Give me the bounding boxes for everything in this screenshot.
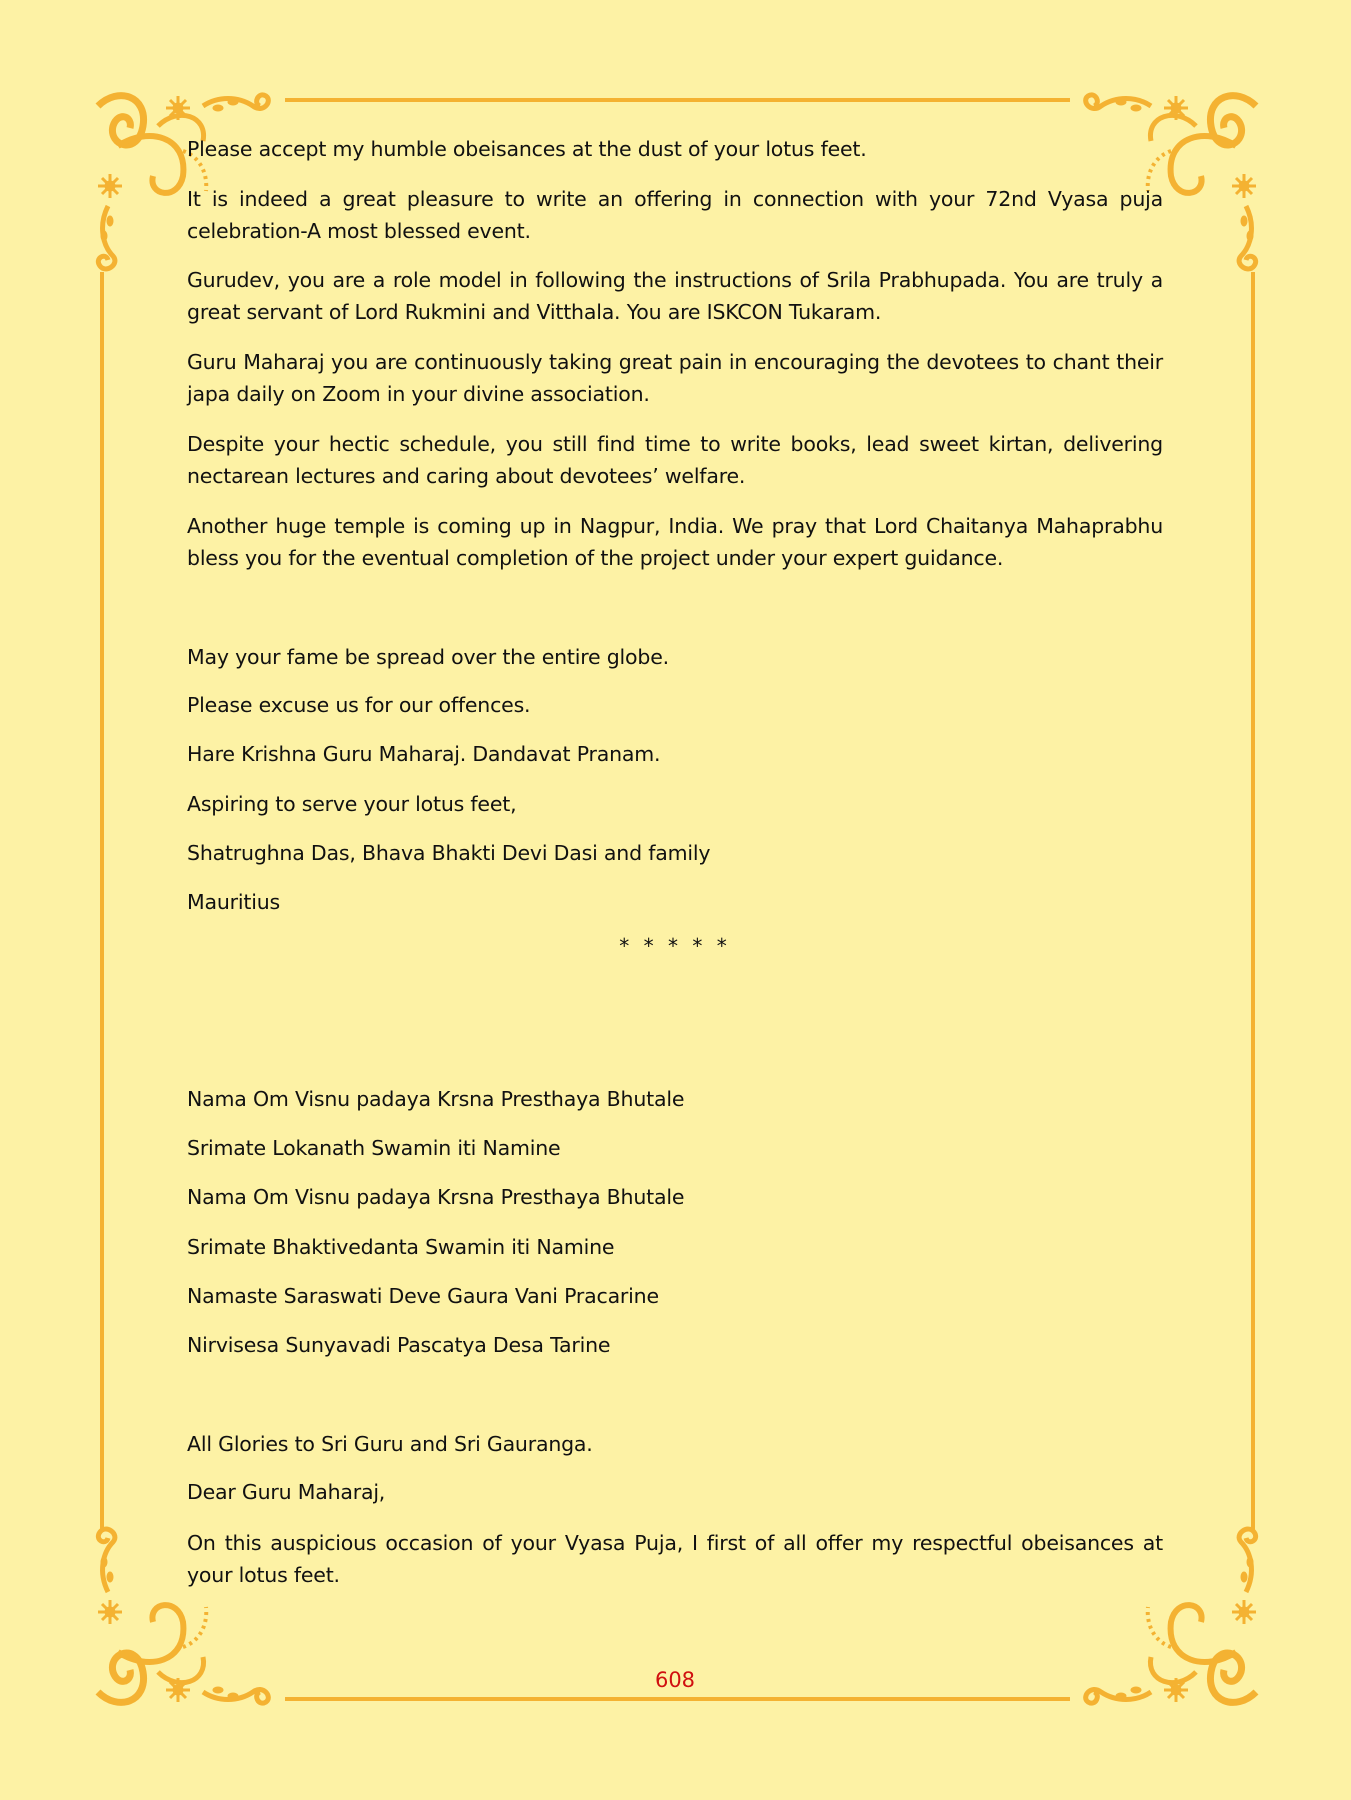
paragraph: All Glories to Sri Guru and Sri Gauranga.: [187, 1432, 593, 1456]
paragraph: On this auspicious occasion of your Vyasa Puja, I first of all offer my respectful obeisances at your lotus feet.: [187, 1531, 1163, 1587]
salutation: Dear Guru Maharaj,: [187, 1480, 386, 1504]
paragraph: Another huge temple is coming up in Nagpur, India. We pray that Lord Chaitanya Mahaprabhu bless you for the eventual completion of the project under your expert guidance.: [187, 514, 1163, 570]
section-separator: * * * * *: [619, 934, 731, 958]
page-number: 608: [654, 1668, 696, 1692]
verse-line: Srimate Lokanath Swamin iti Namine: [187, 1136, 561, 1160]
border-left: [100, 272, 104, 1532]
paragraph: Guru Maharaj you are continuously taking great pain in encouraging the devotees to chant their japa daily on Zoom in your divine association.: [187, 350, 1163, 406]
paragraph: Please excuse us for our offences.: [187, 693, 531, 717]
signature: Shatrughna Das, Bhava Bhakti Devi Dasi and family: [187, 841, 711, 865]
corner-ornament-top-right: [1076, 86, 1266, 276]
paragraph: Despite your hectic schedule, you still find time to write books, lead sweet kirtan, delivering nectarean lectures and caring about devotees’ welfare.: [187, 432, 1163, 488]
paragraph: May your fame be spread over the entire globe.: [187, 645, 669, 669]
corner-ornament-top-left: [88, 86, 278, 276]
paragraph: Hare Krishna Guru Maharaj. Dandavat Pranam.: [187, 742, 661, 766]
verse-line: Srimate Bhaktivedanta Swamin iti Namine: [187, 1235, 615, 1259]
paragraph: It is indeed a great pleasure to write an offering in connection with your 72nd Vyasa puja celebration-A most blessed event.: [187, 187, 1163, 243]
location: Mauritius: [187, 890, 280, 914]
paragraph: Please accept my humble obeisances at the dust of your lotus feet.: [187, 137, 867, 161]
verse-line: Nirvisesa Sunyavadi Pascatya Desa Tarine: [187, 1333, 611, 1357]
verse-line: Nama Om Visnu padaya Krsna Presthaya Bhutale: [187, 1185, 685, 1209]
border-top: [285, 98, 1070, 102]
border-bottom: [285, 1697, 1070, 1701]
paragraph: Gurudev, you are a role model in following the instructions of Srila Prabhupada. You are truly a great servant of Lord Rukmini and Vitthala. You are ISKCON Tukaram.: [187, 268, 1163, 324]
verse-line: Namaste Saraswati Deve Gaura Vani Pracarine: [187, 1284, 659, 1308]
border-right: [1251, 272, 1255, 1532]
closing-line: Aspiring to serve your lotus feet,: [187, 792, 517, 816]
verse-line: Nama Om Visnu padaya Krsna Presthaya Bhutale: [187, 1087, 685, 1111]
